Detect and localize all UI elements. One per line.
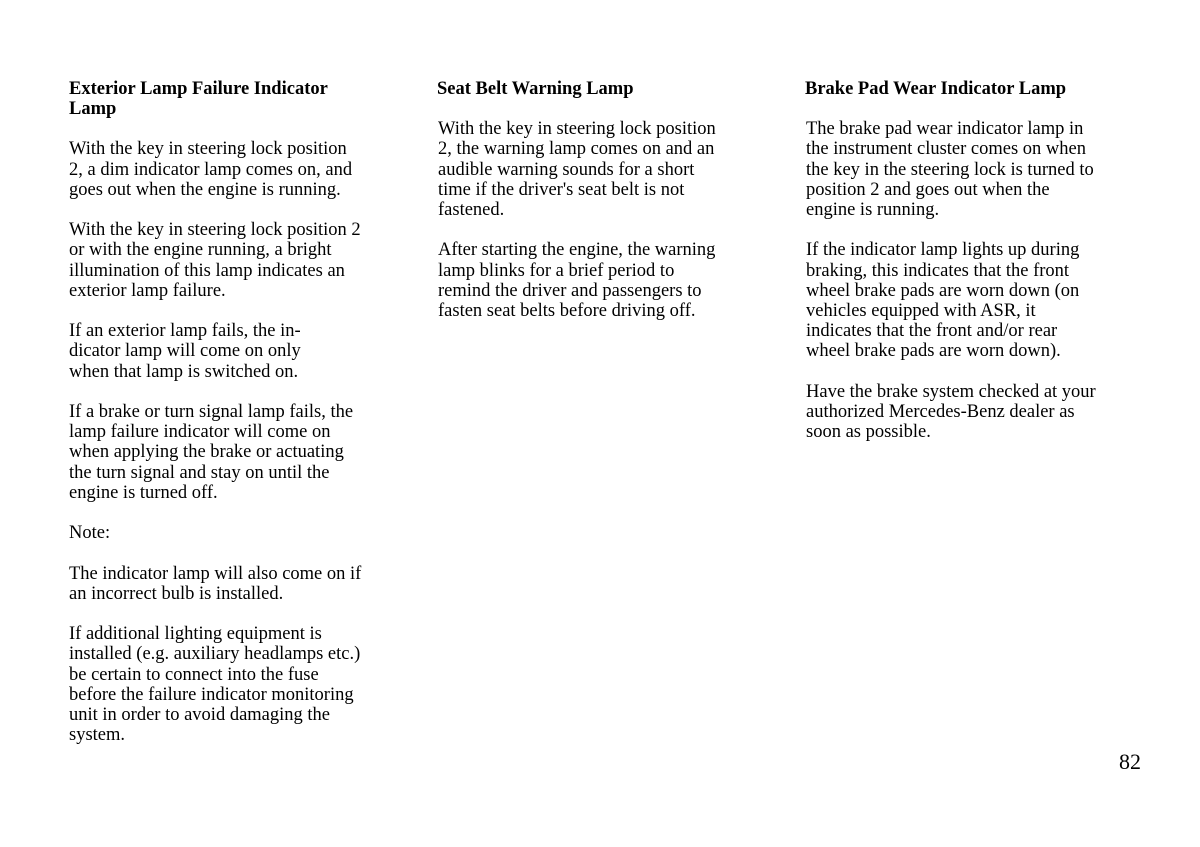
paragraph: If a brake or turn signal lamp fails, the lamp failure indicator will come on when applying the brake or actuating the turn signal and stay on until the engine is turned off.	[69, 402, 354, 503]
paragraph: With the key in steering lock position 2 or with the engine running, a bright illumination of this lamp indicates an exterior lamp failure.	[69, 220, 361, 301]
paragraph: If additional lighting equipment is installed (e.g. auxiliary headlamps etc.) be certain to connect into the fuse before the failure indicator monitoring unit in order to avoid damaging the system.	[69, 624, 361, 746]
page-number: 82	[1119, 749, 1141, 774]
column-seat-belt-warning	[437, 79, 767, 341]
section-heading: Seat Belt Warning Lamp	[437, 79, 634, 99]
note-label: Note:	[69, 523, 111, 544]
paragraph: After starting the engine, the warning lamp blinks for a brief period to remind the driver and passengers to fasten seat belts before driving off.	[438, 240, 716, 322]
section-heading: Brake Pad Wear Indicator Lamp	[805, 79, 1067, 99]
paragraph: With the key in steering lock position 2, the warning lamp comes on and an audible warning sounds for a short time if the driver's seat belt is not fastened.	[438, 119, 716, 221]
section-heading: Exterior Lamp Failure Indicator Lamp	[69, 79, 328, 120]
paragraph: If an exterior lamp fails, the in- dicator lamp will come on only when that lamp is switched on.	[69, 321, 301, 382]
column-brake-pad-wear	[805, 79, 1145, 463]
paragraph: With the key in steering lock position 2, a dim indicator lamp comes on, and goes out when the engine is running.	[69, 139, 353, 200]
paragraph: The brake pad wear indicator lamp in the instrument cluster comes on when the key in the steering lock is turned to position 2 and goes out when the engine is running.	[806, 119, 1094, 221]
paragraph: Have the brake system checked at your authorized Mercedes-Benz dealer as soon as possible.	[806, 381, 1096, 443]
column-exterior-lamp-failure	[69, 79, 404, 766]
paragraph: If the indicator lamp lights up during braking, this indicates that the front wheel brake pads are worn down (on vehicles equipped with ASR, it indicates that the front and/or rear wheel brake pads are worn down).	[806, 240, 1080, 362]
paragraph: The indicator lamp will also come on if an incorrect bulb is installed.	[69, 563, 362, 604]
